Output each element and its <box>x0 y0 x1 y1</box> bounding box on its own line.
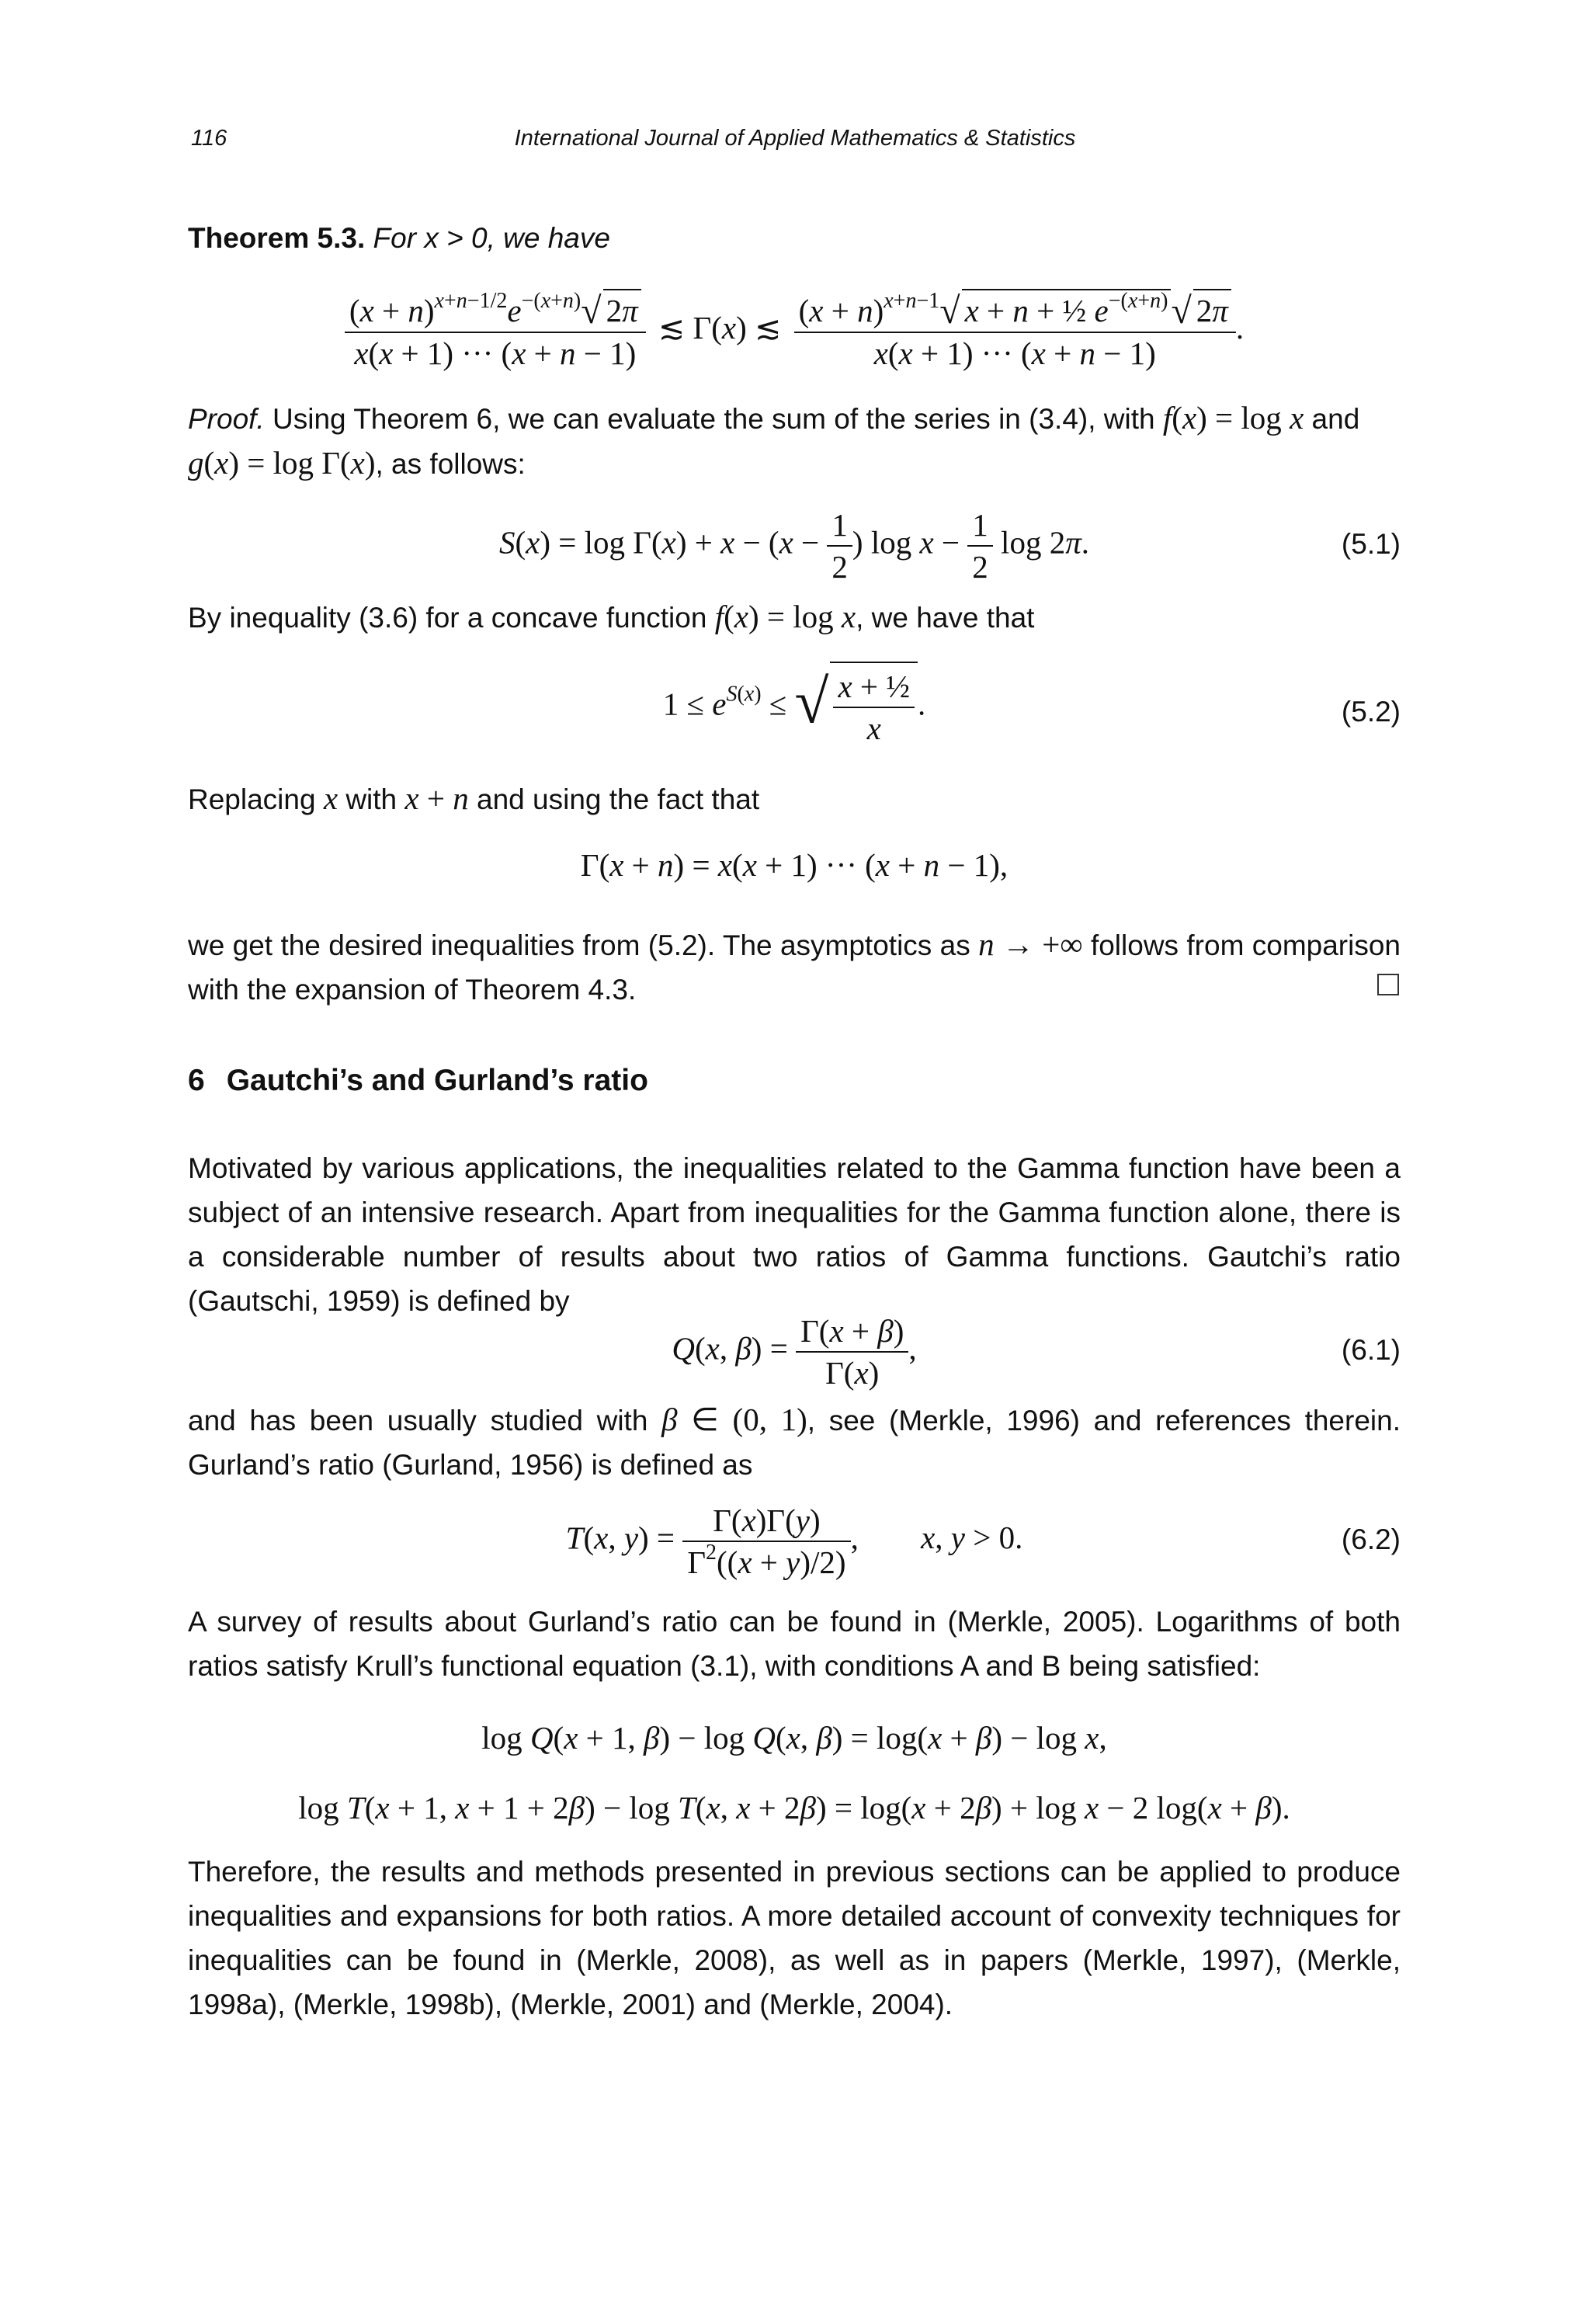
theorem-label: Theorem 5.3. <box>188 222 366 254</box>
functional-equation-q: log Q(x + 1, β) − log Q(x, β) = log(x + β) − log x, <box>481 1720 1107 1756</box>
paragraph: and has been usually studied with β ∈ (0, 1), see (Merkle, 1996) and references therein. Gurland’s ratio (Gurland, 1956) is defined as <box>188 1402 1401 1481</box>
equation-number: (5.1) <box>1341 528 1401 560</box>
section-title: Gautchi’s and Gurland’s ratio <box>226 1064 648 1097</box>
gamma-identity: Γ(x + n) = x(x + 1) ··· (x + n − 1), <box>580 847 1009 883</box>
equation-5-2: $1 \le e^{S(x)}$ ≤ √ $\frac{\text{x + ½}}{x}$ . (5.2) <box>188 662 1401 755</box>
paragraph: Motivated by various applications, the inequalities related to the Gamma function have been a subject of an intensive research. Apart from inequalities for the Gamma function alone, there is a considerable number of results about two ratios of Gamma functions. Gautchi’s ratio (Gautschi, 1959) is defined by <box>188 1152 1401 1317</box>
equation-6-1: Q(x, β) = $\frac{\Gamma(x + \beta)}{\Gamma(x)}$ , (6.1) <box>188 1311 1401 1396</box>
equation-number: (6.1) <box>1341 1334 1401 1366</box>
equation-5-1: S(x) = log Γ(x) + x − (x − $\frac{1}{2}$ ) log x − $\frac{1}{2}$ log 2π. (5.1) <box>188 505 1401 590</box>
section-heading <box>188 1064 648 1098</box>
equation-6-2: T(x, y) = $\frac{\Gamma(x)\Gamma(y)}{\Gamma^2((x + y)/2)}$ , x, y > 0. (6.2) <box>188 1500 1401 1586</box>
paragraph: A survey of results about Gurland’s ratio can be found in (Merkle, 2005). Logarithms of both ratios satisfy Krull’s functional equation (3.1), with conditions A and B being satisfied: <box>188 1606 1401 1682</box>
functional-equation-t: log T(x + 1, x + 1 + 2β) − log T(x, x + 2β) = log(x + 2β) + log x − 2 log(x + β). <box>298 1790 1290 1826</box>
proof-label: Proof. <box>188 403 265 435</box>
inequality-intro: By inequality (3.6) for a concave function f(x) = log x, we have that <box>188 599 1035 634</box>
journal-title: International Journal of Applied Mathematics & Statistics <box>514 126 1076 151</box>
section-number: 6 <box>188 1064 205 1097</box>
theorem-text: For x > 0, we have <box>373 222 610 254</box>
equation-number: (5.2) <box>1341 696 1401 728</box>
page-number: 116 <box>191 126 227 151</box>
running-head <box>191 126 1399 157</box>
theorem-inequality: $\frac{(x + n)^{x+n-1/2}e^{-(x+n)}√ 2\pi}{x(x + 1) \cdot\cdot\cdot (x + n - 1)}$ ≲ Γ(x) ≲ $\frac{(x + n)^{x+n-1}√ x + n + \frac{1}{2} e^{-(x+n)}√ 2\pi}{x(x + 1) \cdot\cdot\cdot (x + n - 1)}$ . <box>188 289 1401 382</box>
paragraph: Therefore, the results and methods presented in previous sections can be applied to produce inequalities and expansions for both ratios. A more detailed account of convexity techniques for inequalities can be found in (Merkle, 2008), as well as in papers (Merkle, 1997), (Merkle, 1998a), (Merkle, 1998b), (Merkle, 2001) and (Merkle, 2004). <box>188 1856 1401 2020</box>
theorem-statement <box>188 216 1401 260</box>
proof-conclusion: we get the desired inequalities from (5.2). The asymptotics as n → +∞ follows from comparison with the expansion of Theorem 4.3. <box>188 926 1401 1006</box>
replacing-paragraph: Replacing x with x + n and using the fact that <box>188 780 760 816</box>
equation-number: (6.2) <box>1341 1523 1401 1555</box>
qed-icon <box>1377 974 1399 995</box>
proof-paragraph: Proof. Using Theorem 6, we can evaluate the sum of the series in (3.4), with f(x) = log x and g(x) = log Γ(x), as follows: <box>188 400 1360 481</box>
